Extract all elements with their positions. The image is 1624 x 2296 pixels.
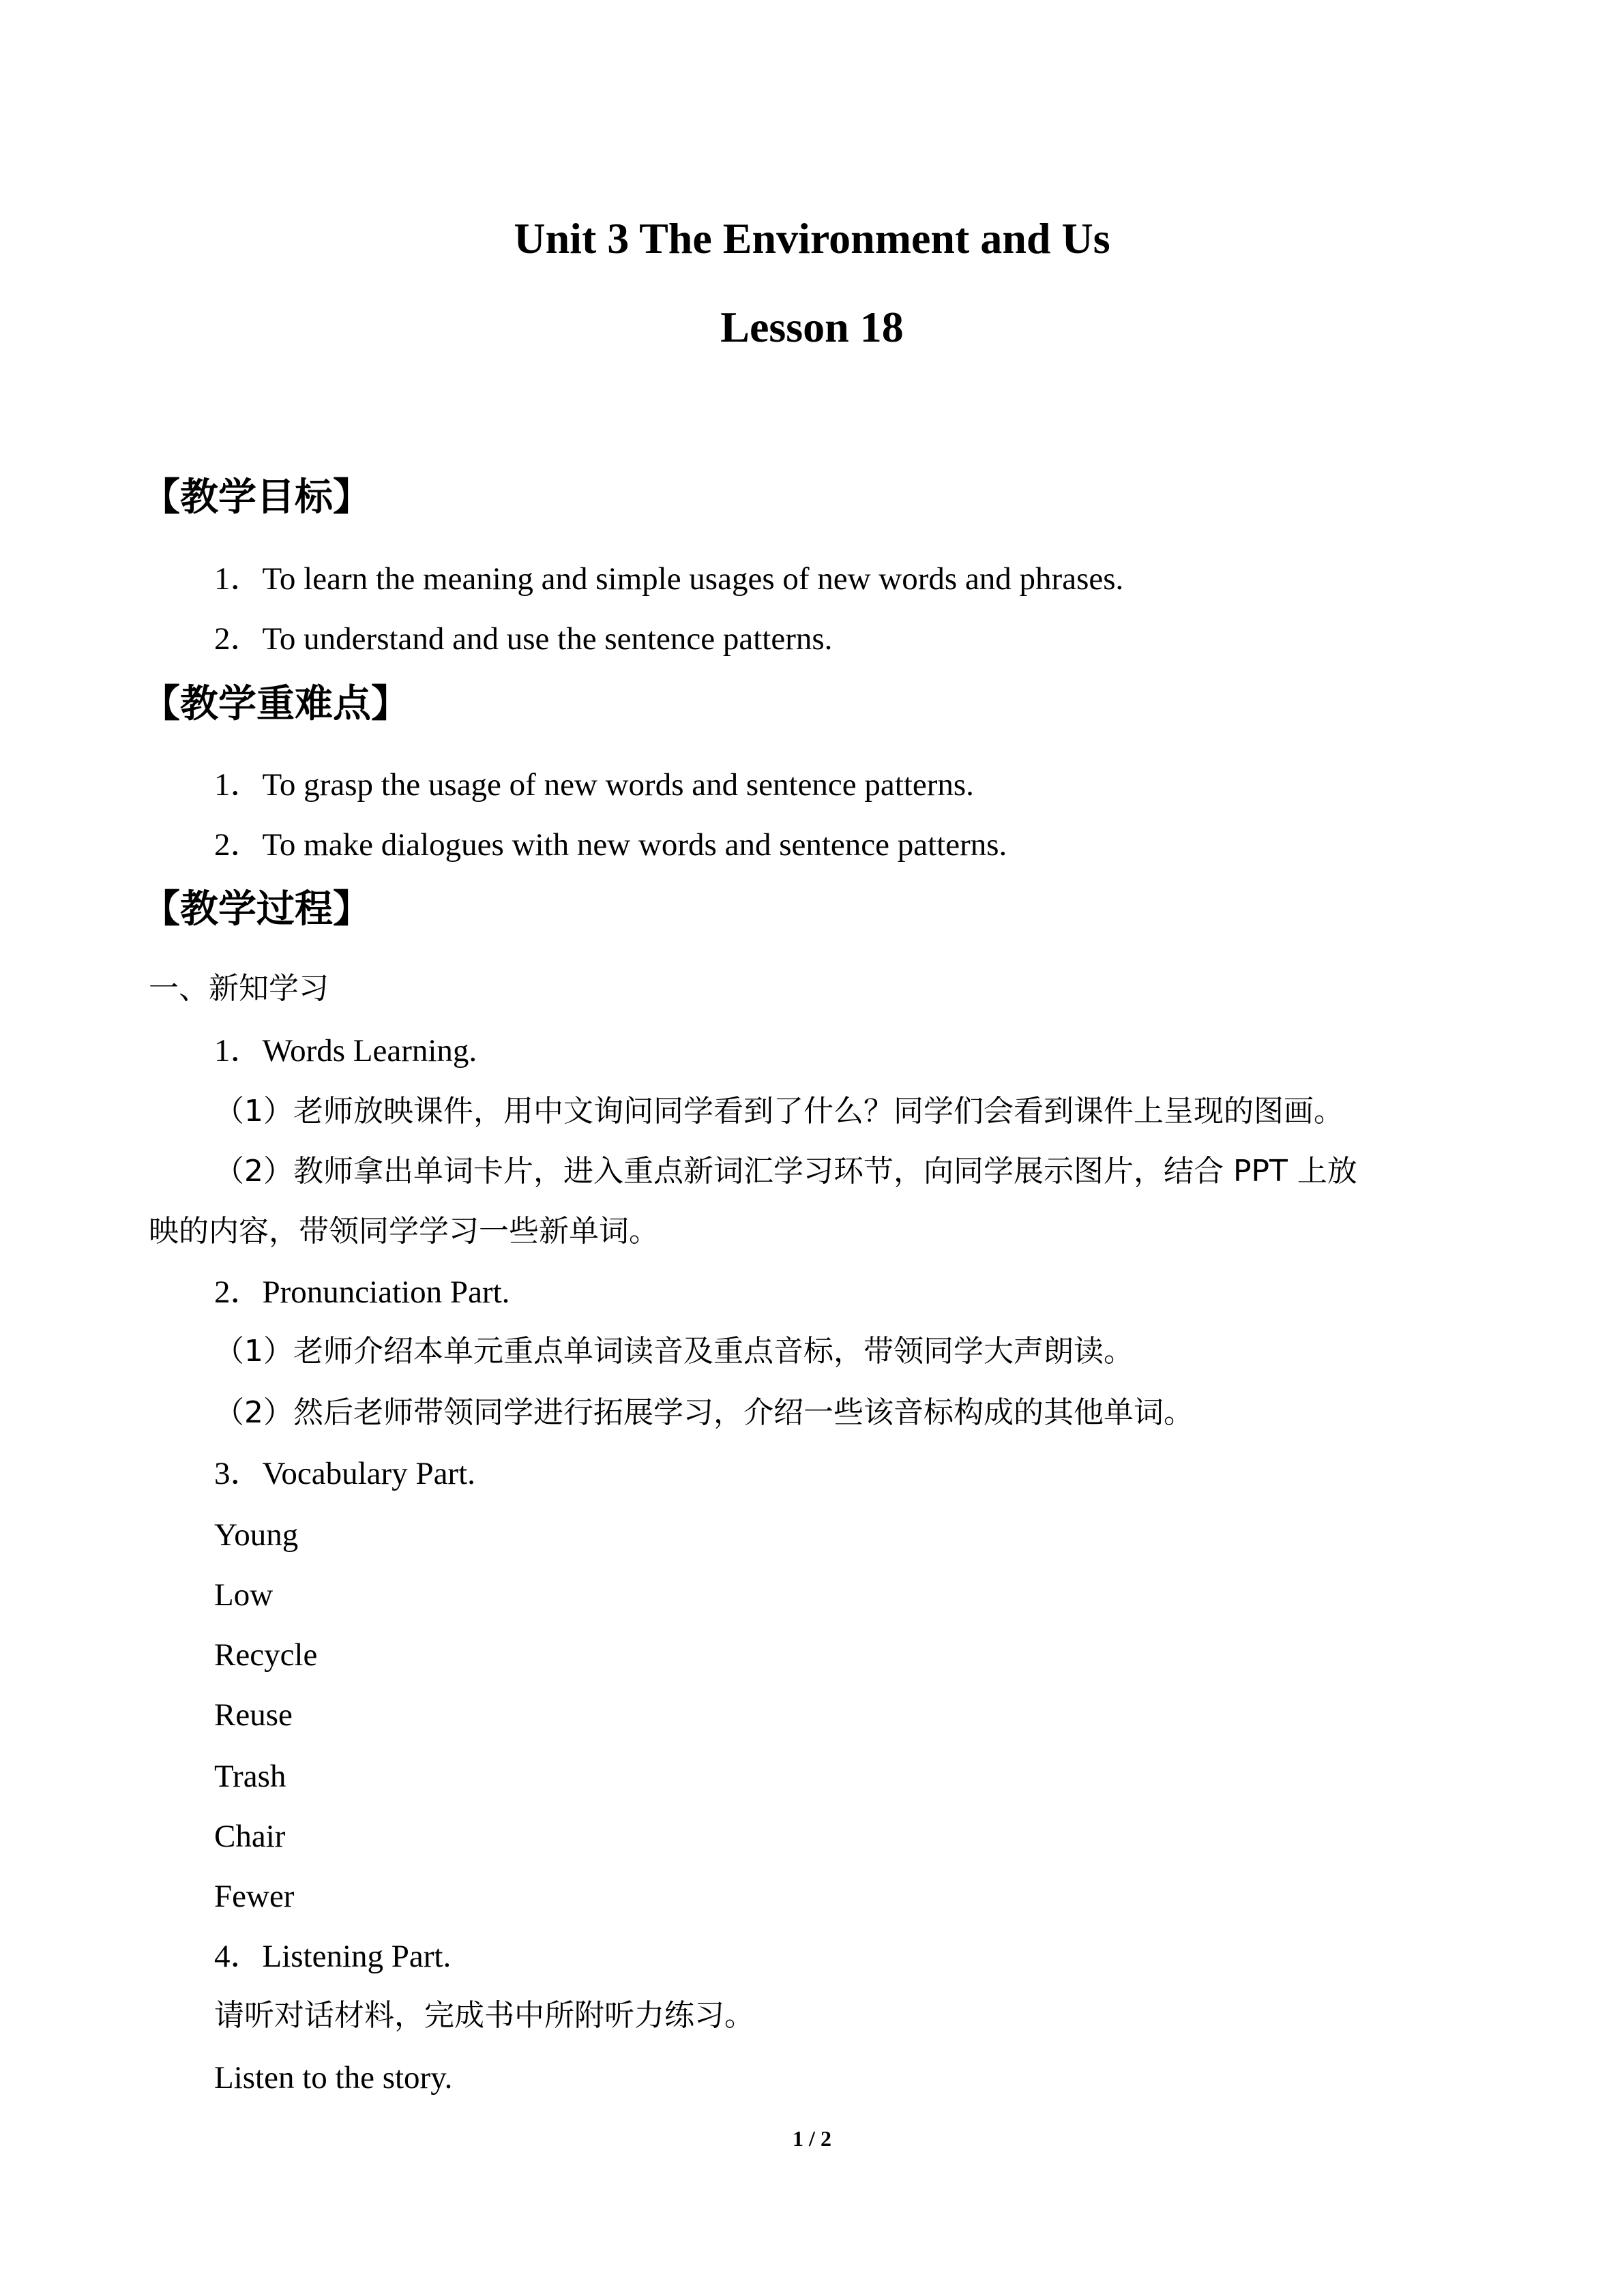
pronunciation-label: 2．Pronunciation Part. bbox=[214, 1274, 510, 1310]
section-heading-key-points: 【教学重难点】 bbox=[142, 682, 409, 726]
part-one-heading: 一、新知学习 bbox=[149, 971, 329, 1006]
vocabulary-word: Trash bbox=[214, 1759, 286, 1794]
words-learning-step-2: （2）教师拿出单词卡片，进入重点新词汇学习环节，向同学展示图片，结合 PPT 上放 bbox=[214, 1154, 1357, 1189]
vocabulary-word: Chair bbox=[214, 1819, 286, 1854]
listening-label: 4．Listening Part. bbox=[214, 1939, 452, 1974]
words-learning-step-2-continued: 映的内容，带领同学学习一些新单词。 bbox=[149, 1214, 659, 1249]
listening-instruction: 请听对话材料，完成书中所附听力练习。 bbox=[214, 1998, 754, 2033]
document-subtitle: Lesson 18 bbox=[720, 303, 904, 351]
pronunciation-step-1: （1）老师介绍本单元重点单词读音及重点音标，带领同学大声朗读。 bbox=[214, 1334, 1134, 1369]
section-heading-objectives: 【教学目标】 bbox=[142, 475, 371, 520]
vocabulary-word: Fewer bbox=[214, 1879, 295, 1914]
key-point-item: 2．To make dialogues with new words and sentence patterns. bbox=[214, 827, 1007, 863]
vocabulary-word: Recycle bbox=[214, 1637, 318, 1673]
listening-story: Listen to the story. bbox=[214, 2060, 453, 2096]
document-title: Unit 3 The Environment and Us bbox=[514, 214, 1110, 263]
vocabulary-word: Reuse bbox=[214, 1697, 293, 1733]
pronunciation-step-2: （2）然后老师带领同学进行拓展学习，介绍一些该音标构成的其他单词。 bbox=[214, 1395, 1194, 1430]
key-point-item: 1．To grasp the usage of new words and sentence patterns. bbox=[214, 767, 974, 803]
vocabulary-word: Young bbox=[214, 1517, 299, 1553]
objective-item: 2．To understand and use the sentence patterns. bbox=[214, 621, 833, 657]
words-learning-label: 1．Words Learning. bbox=[214, 1033, 477, 1069]
vocabulary-word: Low bbox=[214, 1577, 274, 1613]
section-heading-process: 【教学过程】 bbox=[142, 887, 371, 931]
objective-item: 1．To learn the meaning and simple usages of new words and phrases. bbox=[214, 561, 1124, 597]
page-number: 1 / 2 bbox=[793, 2126, 831, 2151]
words-learning-step-1: （1）老师放映课件，用中文询问同学看到了什么？同学们会看到课件上呈现的图画。 bbox=[214, 1094, 1344, 1129]
vocabulary-label: 3．Vocabulary Part. bbox=[214, 1456, 475, 1491]
